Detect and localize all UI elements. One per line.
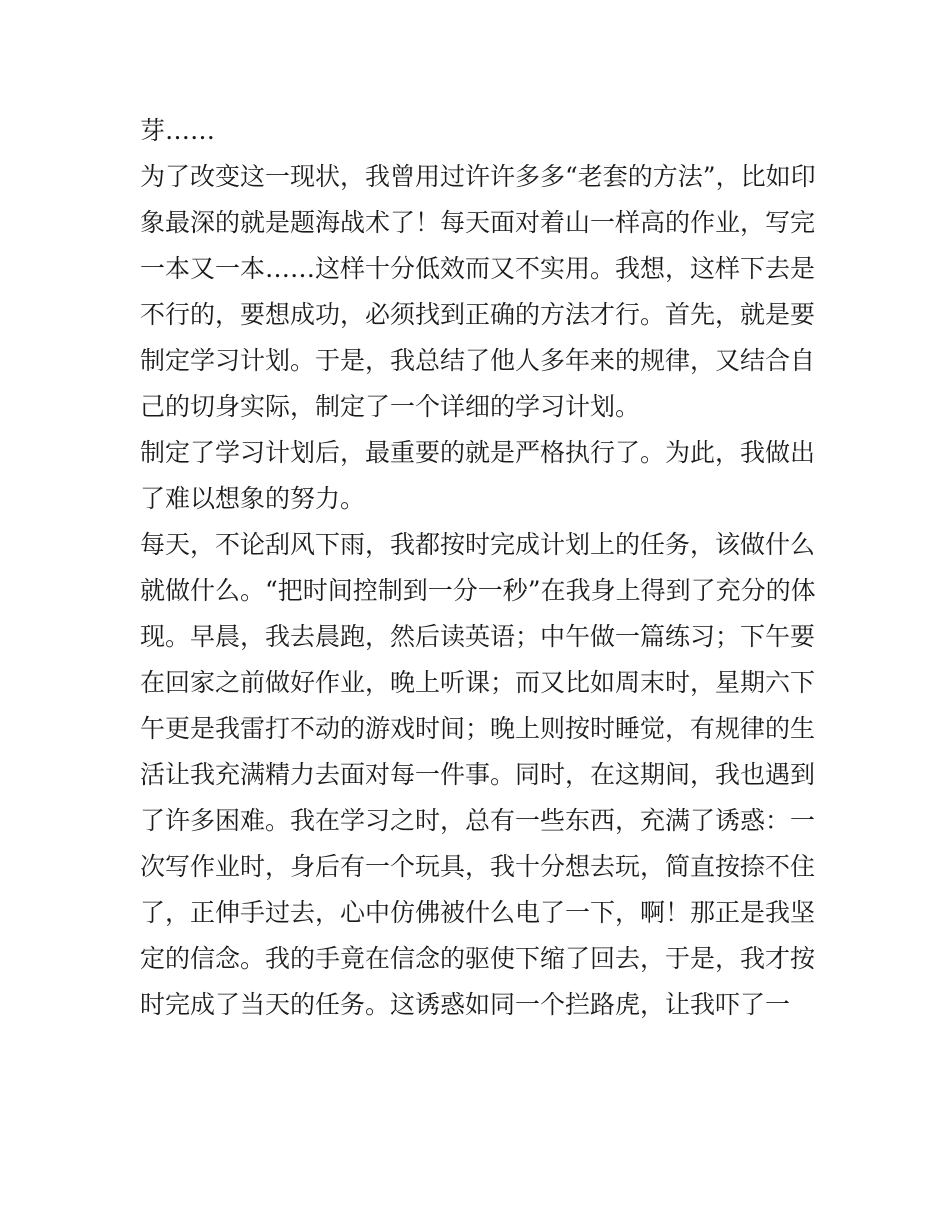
text-line: 定的信念。我的手竟在信念的驱使下缩了回去，于是，我才按: [140, 944, 816, 973]
document-body: [140, 108, 820, 1028]
text-line: 了许多困难。我在学习之时，总有一些东西，充满了诱惑：一: [140, 806, 816, 835]
text-line: 了，正伸手过去，心中仿佛被什么电了一下，啊！那正是我坚: [140, 898, 816, 927]
text-line: 不行的，要想成功，必须找到正确的方法才行。首先，就是要: [140, 300, 816, 329]
text-line: 象最深的就是题海战术了！每天面对着山一样高的作业，写完: [140, 208, 816, 237]
text-line: 芽……: [140, 116, 216, 145]
text-line: 现。早晨，我去晨跑，然后读英语；中午做一篇练习；下午要: [140, 622, 816, 651]
text-line: 活让我充满精力去面对每一件事。同时，在这期间，我也遇到: [140, 760, 816, 789]
text-line: 制定学习计划。于是，我总结了他人多年来的规律，又结合自: [140, 346, 816, 375]
text-line: 次写作业时，身后有一个玩具，我十分想去玩，简直按捺不住: [140, 852, 816, 881]
text-line: 一本又一本……这样十分低效而又不实用。我想，这样下去是: [140, 254, 816, 283]
text-line: 就做什么。“把时间控制到一分一秒”在我身上得到了充分的体: [140, 576, 816, 605]
text-line: 在回家之前做好作业，晚上听课；而又比如周末时，星期六下: [140, 668, 816, 697]
text-line: 了难以想象的努力。: [140, 484, 366, 513]
text-line: 为了改变这一现状，我曾用过许许多多“老套的方法”，比如印: [140, 162, 816, 191]
text-line: 午更是我雷打不动的游戏时间；晚上则按时睡觉，有规律的生: [140, 714, 816, 743]
text-line: 己的切身实际，制定了一个详细的学习计划。: [140, 392, 641, 421]
text-line: 时完成了当天的任务。这诱惑如同一个拦路虎，让我吓了一: [140, 990, 791, 1019]
text-line: 每天，不论刮风下雨，我都按时完成计划上的任务，该做什么: [140, 530, 816, 559]
text-line: 制定了学习计划后，最重要的就是严格执行了。为此，我做出: [140, 438, 816, 467]
